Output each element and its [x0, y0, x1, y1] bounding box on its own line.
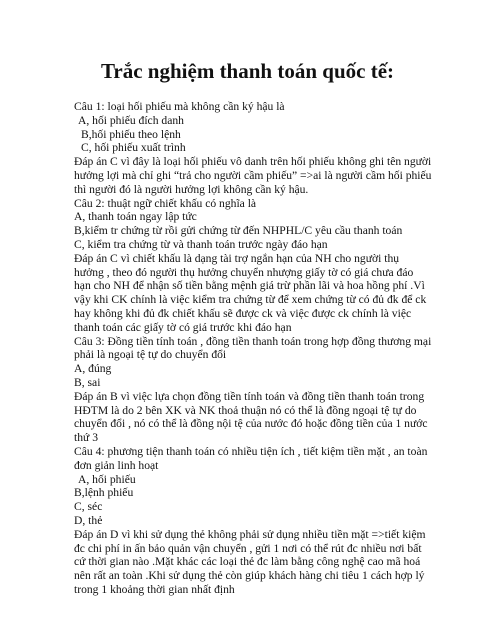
text-line: B,kiểm tr chứng từ rồi gửi chứng từ đến NHPHL/C yêu cầu thanh toán	[74, 224, 403, 238]
text-line: Đáp án C vì chiết khấu là dạng tài trợ ngắn hạn của NH cho người thụ	[74, 251, 400, 265]
text-line: B, sai	[74, 375, 101, 389]
text-line: trong 1 khoảng thời gian nhất định	[74, 582, 235, 596]
text-line: Đáp án B vì việc lựa chọn đồng tiền tính toán và đồng tiền thanh toán trong	[74, 389, 425, 403]
text-line: A, hối phiếu đích danh	[78, 113, 184, 127]
text-line: thanh toán các giấy tờ có giá trước khi đáo hạn	[74, 320, 292, 334]
text-line: nên rất an toàn .Khi sử dụng thẻ còn giúp khách hàng chi tiêu 1 cách hợp lý	[74, 569, 425, 583]
text-line: C, kiểm tra chứng từ và thanh toán trước ngày đáo hạn	[74, 237, 328, 251]
text-line: A, hối phiếu	[78, 472, 136, 486]
text-line: thì người đó là người hưởng lợi không cần ký hậu.	[74, 182, 309, 196]
text-line: B,hối phiếu theo lệnh	[81, 127, 181, 141]
text-line: C, séc	[74, 500, 103, 514]
text-line: B,lệnh phiếu	[74, 486, 134, 500]
text-line: D, thẻ	[74, 513, 103, 527]
text-line: hay không khi đủ đk chiết khấu sẽ được ck và việc được ck chính là việc	[74, 306, 412, 320]
text-line: Câu 2: thuật ngữ chiết khấu có nghĩa là	[74, 196, 257, 210]
text-line: hưởng lợi mà chỉ ghi “trả cho người cầm phiếu” =>ai là người cầm hối phiếu	[74, 168, 432, 182]
text-line: đc chi phí in ấn bảo quản vận chuyển , gửi 1 nơi có thể rút đc nhiều nơi bất	[74, 541, 422, 555]
text-line: Đáp án C vì đây là loại hối phiếu vô danh trên hối phiếu không ghi tên người	[74, 155, 432, 169]
document-title: Trắc nghiệm thanh toán quốc tế:	[100, 59, 395, 83]
text-line: Câu 1: loại hối phiếu mà không cần ký hậu là	[74, 100, 285, 113]
text-line: thứ 3	[74, 431, 98, 445]
document-body	[74, 100, 484, 597]
text-line: HĐTM là do 2 bên XK và NK thoả thuận nó có thể là đồng ngoại tệ tự do	[74, 403, 417, 417]
text-line: chuyển đổi , nó có thể là đồng nội tệ của nước đó hoặc đồng tiền của 1 nước	[74, 417, 428, 431]
text-line: vậy khi CK chính là việc kiểm tra chứng từ để xem chứng từ có đủ đk để ck	[74, 293, 427, 307]
text-line: Đáp án D vì khi sử dụng thẻ không phải sử dụng nhiều tiền mặt =>tiết kiệm	[74, 527, 426, 541]
text-line: phải là ngoại tệ tự do chuyển đổi	[74, 348, 227, 362]
text-line: C, hối phiếu xuất trình	[81, 141, 186, 155]
text-line: hạn cho NH để nhận số tiền bằng mệnh giá trừ phần lãi và hoa hồng phí .Vì	[74, 279, 425, 293]
text-line: Câu 3: Đồng tiền tính toán , đồng tiền thanh toán trong hợp đồng thương mại	[74, 334, 432, 348]
text-line: Câu 4: phương tiện thanh toán có nhiều tiện ích , tiết kiệm tiền mặt , an toàn	[74, 444, 428, 458]
text-line: A, đúng	[74, 362, 112, 376]
text-line: hưởng , theo đó người thụ hưởng chuyển nhượng giấy tờ có giá chưa đáo	[74, 265, 414, 279]
text-line: đơn giản linh hoạt	[74, 458, 159, 472]
text-line: A, thanh toán ngay lập tức	[74, 210, 197, 224]
text-line: cứ thời gian nào .Mặt khác các loại thẻ đc làm bằng công nghệ cao mã hoá	[74, 555, 421, 569]
